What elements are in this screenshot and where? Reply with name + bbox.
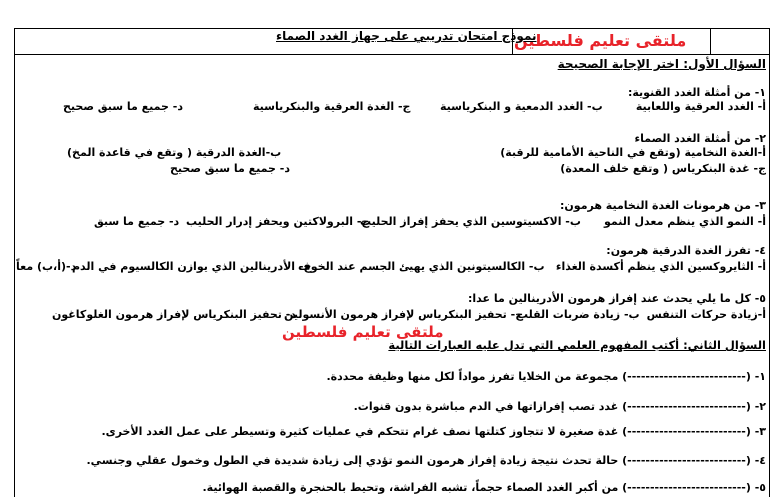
concept-item-1: ١- (--------------------------) مجموعة من الخلايا تفرز مواداً لكل منها وظيفة محددة. — [326, 370, 766, 383]
q4-option-a: أ- الثايروكسين الذي ينظم أكسدة الغذاء — [555, 260, 766, 273]
exam-title: نموذج امتحان تدريبي على جهاز الغدد الصماء — [276, 29, 537, 43]
q5-option-c: ج- تحفيز البنكرياس لإفراز هرمون الأنسولين — [284, 308, 524, 321]
q5-option-a: أ-زيادة حركات التنفس — [646, 308, 766, 321]
concept-item-2: ٢- (--------------------------) غدد تصب إفرازاتها في الدم مباشرة بدون قنوات. — [353, 400, 766, 413]
q3-option-d: د- جميع ما سبق — [94, 215, 180, 228]
q2-stem: ٢- من أمثلة الغدد الصماء — [634, 132, 766, 145]
q1-option-d: د- جميع ما سبق صحيح — [63, 100, 183, 113]
q3-option-b: ب- الاكسيتوسين الذي يحفز إفراز الحليب — [360, 215, 581, 228]
q2-option-b: ب-الغدة الدرقية ( وتقع في قاعدة المخ) — [67, 146, 282, 159]
header-separator-left — [710, 28, 711, 54]
q2-option-c: ج- غدة البنكرياس ( وتقع خلف المعدة) — [560, 162, 766, 175]
q3-option-c: ج- البرولاكتين ويحفز إدرار الحليب — [186, 215, 370, 228]
section2-heading: السؤال الثاني: أكتب المفهوم العلمي التي تدل عليه العبارات التالية — [388, 338, 766, 352]
concept-item-3: ٣- (--------------------------) غدة صغيرة لا تتجاوز كتلتها نصف غرام تتحكم في عمليات كثيرة وتسيطر على عمل الغدد الأخرى. — [101, 425, 766, 438]
q1-option-c: ج- الغدة العرقية والبنكرياسية — [253, 100, 411, 113]
q1-option-a: أ- الغدد العرقية واللعابية — [635, 100, 766, 113]
section1-heading: السؤال الأول: اختر الإجابة الصحيحة — [557, 57, 766, 71]
q5-option-b: ب- زيادة ضربات القلب — [517, 308, 640, 321]
q1-stem: ١- من أمثلة الغدد القنوية: — [627, 86, 766, 99]
q3-stem: ٣- من هرمونات الغدة النخامية هرمون: — [560, 199, 766, 212]
q5-option-d: د- تحفيز البنكرياس لإفراز هرمون الغلوكاغون — [52, 308, 296, 321]
q4-option-b: ب- الكالسيتونين الذي يهيئ الجسم عند الخوف — [298, 260, 545, 273]
q5-stem: ٥- كل ما يلي يحدث عند إفراز هرمون الأدرينالين ما عدا: — [468, 292, 766, 305]
concept-item-4: ٤- (--------------------------) حالة تحدث نتيجة زيادة إفراز هرمون النمو تؤدي إلى زيادة شديدة في الطول وخمول عقلي وجنسي. — [86, 454, 766, 467]
q1-option-b: ب- الغدد الدمعية و البنكرياسية — [440, 100, 603, 113]
concept-item-5: ٥- (--------------------------) من أكبر الغدد الصماء حجماً، تشبه الفراشة، وتحيط بالحنجرة والقصبة الهوائية. — [202, 481, 766, 494]
q4-option-c: ج- الأدرينالين الذي يوازن الكالسيوم في الدم — [72, 260, 312, 273]
q4-option-d: د-(أ،ب) معاً — [16, 260, 77, 273]
q2-option-a: أ-الغدة النخامية (وتقع في الناحية الأمامية للرقبة) — [500, 146, 766, 159]
q2-option-d: د- جميع ما سبق صحيح — [170, 162, 290, 175]
brand-watermark: ملتقى تعليم فلسطين — [282, 323, 444, 341]
header-divider — [14, 54, 770, 55]
brand-title: ملتقى تعليم فلسطين — [514, 31, 687, 50]
q4-stem: ٤- تفرز الغدة الدرقية هرمون: — [606, 244, 766, 257]
q3-option-a: أ- النمو الذي ينظم معدل النمو — [603, 215, 766, 228]
